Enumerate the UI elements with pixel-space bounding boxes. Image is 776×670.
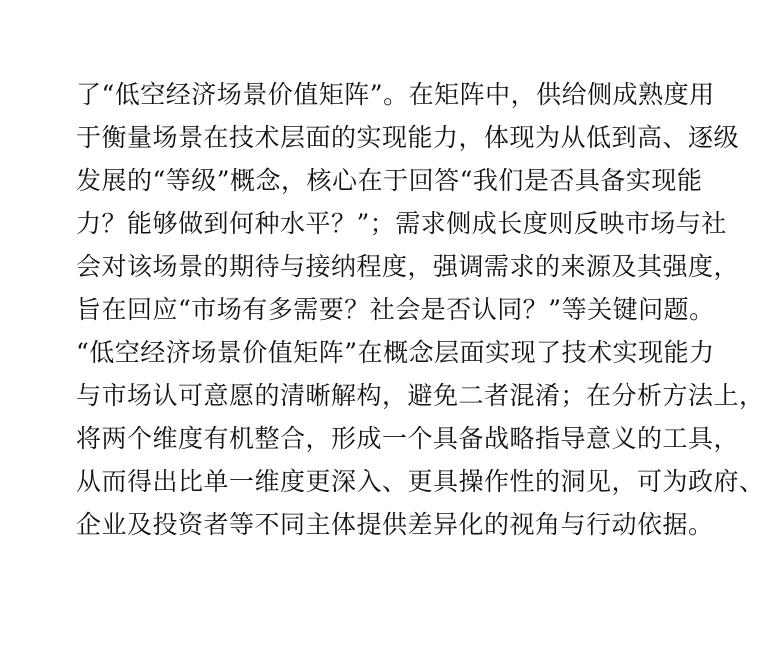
text-line: 于衡量场景在技术层面的实现能力，体现为从低到高、逐级 bbox=[76, 123, 740, 152]
paragraph-text bbox=[76, 73, 765, 546]
text-line: 企业及投资者等不同主体提供差异化的视角与行动依据。 bbox=[76, 510, 714, 539]
text-line: 与市场认可意愿的清晰解构，避免二者混淆；在分析方法上， bbox=[76, 381, 765, 410]
text-line: 了“低空经济场景价值矩阵”。在矩阵中，供给侧成熟度用 bbox=[76, 80, 715, 109]
text-line: 发展的“等级”概念，核心在于回答“我们是否具备实现能 bbox=[76, 166, 703, 195]
text-line: 旨在回应“市场有多需要？社会是否认同？”等关键问题。 bbox=[76, 295, 715, 324]
text-line: 从而得出比单一维度更深入、更具操作性的洞见，可为政府、 bbox=[76, 467, 765, 496]
text-line: “低空经济场景价值矩阵”在概念层面实现了技术实现能力 bbox=[76, 338, 715, 367]
text-line: 力？能够做到何种水平？”；需求侧成长度则反映市场与社 bbox=[76, 209, 727, 238]
text-line: 将两个维度有机整合，形成一个具备战略指导意义的工具， bbox=[76, 424, 740, 453]
text-line: 会对该场景的期待与接纳程度，强调需求的来源及其强度， bbox=[76, 252, 740, 281]
